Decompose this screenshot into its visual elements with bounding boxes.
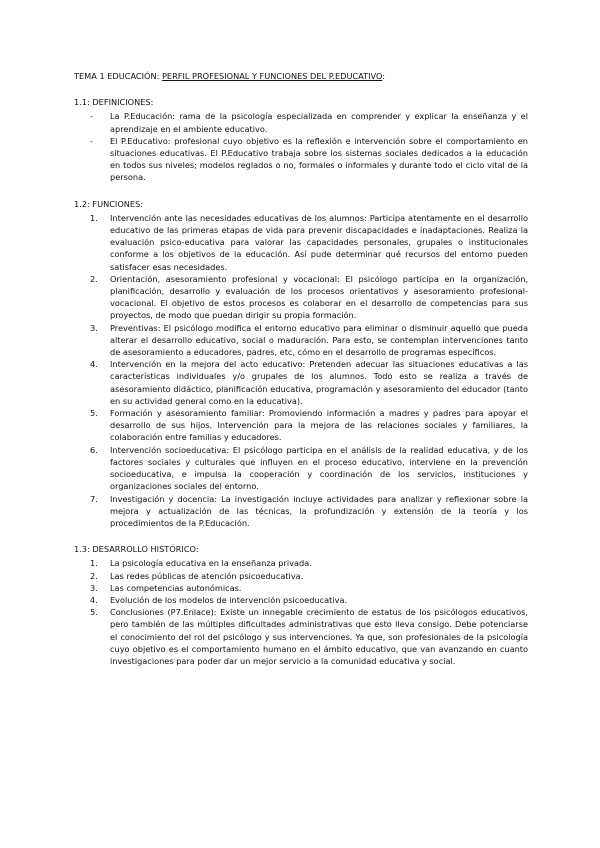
list-item	[74, 444, 528, 493]
list-item	[74, 135, 528, 184]
list-item	[74, 273, 528, 322]
list-item	[74, 358, 528, 407]
list-marker: -	[90, 111, 93, 122]
list-item-text: Intervención en la mejora del acto educativo: Pretenden adecuar las situaciones educativas a las características individuales y/o grupales de los alumnos. Todo esto se realiza a través de asesoramiento didáctico, planificación educativa, programación y asesoramiento del educador (tanto en su actividad general como en la educativa).	[110, 359, 528, 406]
list-item-text: Evolución de los modelos de intervención psicoeducativa.	[110, 594, 348, 605]
section-heading: 1.2: FUNCIONES:	[74, 198, 144, 209]
list-item	[74, 570, 528, 582]
document-title	[74, 70, 528, 82]
section-definitions	[74, 96, 528, 183]
list-item	[74, 594, 528, 606]
list-marker: 2.	[90, 273, 98, 284]
list-item-text: Las competencias autonómicas.	[110, 582, 242, 593]
section-heading: 1.3: DESARROLLO HISTÓRICO:	[74, 544, 199, 555]
title-suffix: :	[382, 71, 386, 81]
section-heading: 1.1: DEFINICIONES:	[74, 97, 154, 108]
list-item-text: Intervención socioeducativa: El psicólogo participa en el análisis de la realidad educativa, y de los factores sociales y culturales que influyen en el proceso educativo, interviene en la prevención socioeducativa, e impulsa la cooperación y coordinación de los servicios, instituciones y organizaciones sociales del entorno.	[110, 444, 528, 492]
list-item	[74, 322, 528, 359]
list-marker: 3.	[90, 582, 98, 593]
list-item-text: Conclusiones (P7.Enlace): Existe un innegable crecimiento de estatus de los psicólogos educativos, pero también de las múltiples dificultades administrativas que esto lleva consigo. Debe potenciarse el conocimiento del rol del psicólogo y sus intervenciones. Ya que, son profesionales de la psicología cuyo objetivo es el comportamiento humano en el ámbito educativo, que van avanzando en cuanto investigaciones para poder dar un mejor servicio a la comunidad educativa y social.	[110, 607, 528, 666]
list-item-text: El P.Educativo: profesional cuyo objetivo es la reflexión e intervención sobre el comportamiento en situaciones educativas. El P.Educativo trabaja sobre los sistemas sociales dedicados a la educación en todos sus niveles; modelos reglados o no, formales o informales y durante todo el ciclo vital de la persona.	[110, 135, 528, 183]
list-item-text: La psicología educativa en la enseñanza privada.	[110, 558, 312, 569]
list-marker: 4.	[90, 359, 98, 370]
list-item	[74, 493, 528, 530]
list-item	[74, 582, 528, 594]
functions-list	[74, 212, 528, 529]
list-item-text: Intervención ante las necesidades educativas de los alumnos: Participa atentamente en el desarrollo educativo de las primeras etapas de vida para prevenir discapacidades e inadaptaciones. Realiza la evaluación psico-educativa para valorar las capacidades personales, grupales o institucionales conforme a los objetivos de la educación. Así pude determinar qué recursos del entorno pueden satisfacer esas necesidades.	[110, 212, 528, 272]
title-underlined: PERFIL PROFESIONAL Y FUNCIONES DEL P.EDUCATIVO	[161, 71, 383, 81]
list-marker: -	[90, 135, 93, 146]
list-item-text: Investigación y docencia: La investigación incluye actividades para analizar y reflexionar sobre la mejora y actualización de las técnicas, la profundización y extensión de la teoría y los procedimientos de la P.Educación.	[110, 493, 528, 528]
section-history	[74, 543, 528, 667]
history-list	[74, 557, 528, 667]
section-functions	[74, 198, 528, 529]
list-marker: 1.	[90, 212, 98, 223]
list-marker: 1.	[90, 558, 98, 569]
list-item-text: Las redes públicas de atención psicoeducativa.	[110, 570, 304, 581]
list-item	[74, 110, 528, 134]
list-marker: 2.	[90, 570, 98, 581]
list-marker: 6.	[90, 444, 98, 455]
list-marker: 3.	[90, 322, 98, 333]
list-item-text: Preventivas: El psicólogo modifica el entorno educativo para eliminar o disminuir aquello que pueda alterar el desarrollo educativo, social o maduración. Para esto, se contemplan intervenciones tanto de asesoramiento a educadores, padres, etc, cómo en el desarrollo de programas específicos.	[110, 322, 528, 358]
list-marker: 5.	[90, 607, 98, 618]
list-marker: 5.	[90, 408, 98, 419]
list-item	[74, 606, 528, 667]
list-item	[74, 407, 528, 444]
definitions-list	[74, 110, 528, 183]
list-marker: 4.	[90, 594, 98, 605]
list-item	[74, 212, 528, 273]
title-prefix: TEMA 1 EDUCACIÓN:	[74, 71, 162, 81]
document-page	[74, 70, 528, 681]
list-item	[74, 557, 528, 569]
list-marker: 7.	[90, 493, 98, 504]
list-item-text: Formación y asesoramiento familiar: Promoviendo información a madres y padres para apoyar el desarrollo de sus hijos. Intervención para la mejora de las relaciones sociales y familiares, la colaboración entre familias y educadores.	[110, 408, 528, 443]
list-item-text: Orientación, asesoramiento profesional y vocacional: El psicólogo participa en la organización, planificación, desarrollo y evaluación de los procesos orientativos y asesoramiento profesional-vocacional. El objetivo de estos procesos es colaborar en el desarrollo de competencias para sus proyectos, de modo que puedan dirigir su propia formación.	[110, 273, 528, 321]
list-item-text: La P.Educación: rama de la psicología especializada en comprender y explicar la enseñanza y el aprendizaje en el ambiente educativo.	[110, 111, 528, 134]
